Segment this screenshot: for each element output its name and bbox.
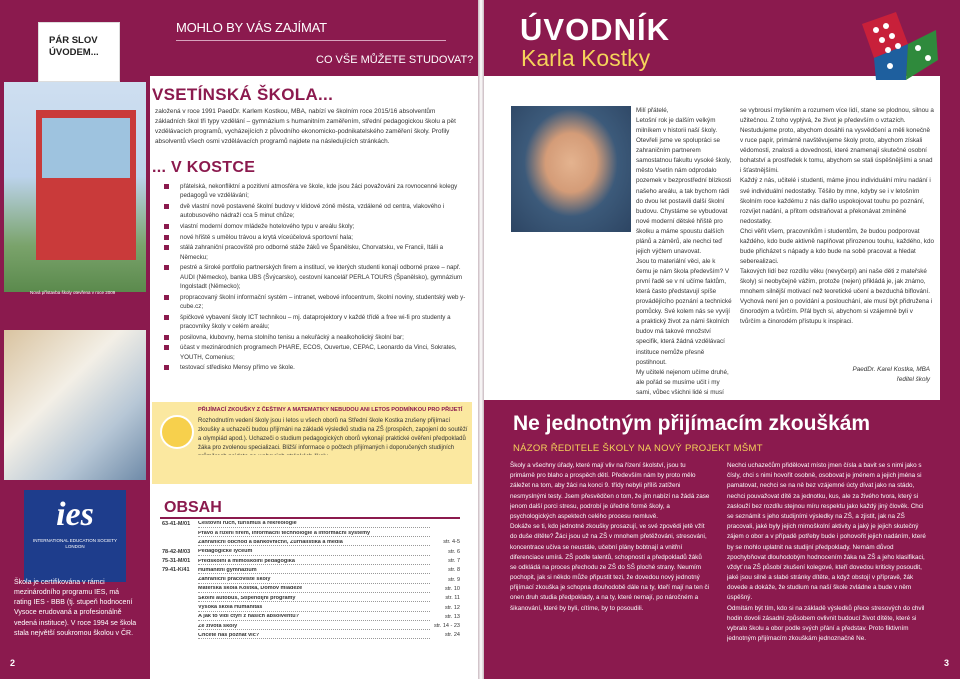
thumbs-up-icon xyxy=(160,415,194,449)
list-item: testovací středisko Mensy přímo ve škole. xyxy=(158,363,466,372)
list-item: pestré a široké portfolio partnerských firem a institucí, ve kterých studenti konají odborné praxe – např. AUDI (Německo), banka UBS (Švýcarsko), cestovní kancelář PERLA TOURS (Španělsko), gymnázium Ingolstadt (Německo); xyxy=(158,263,466,291)
director-portrait xyxy=(511,106,631,232)
opinion-headline: Ne jednotným přijímacím zkouškám xyxy=(513,412,871,435)
table-of-contents xyxy=(162,520,460,641)
admission-notice-text: Rozhodnutím vedení školy jsou i letos u všech oborů na Střední škole Kostka zrušeny přijímací zkoušky a uchazeči budou přijímáni na základě výsledků studia na ZŠ (prospěch, zapojení do soutěží a olympiád apod.). Uchazeči o studium pedagogických oborů vykonají praktické ověření předpokladů žáka pro zvolenou specializaci. Bližší informace o počtech přijímaných i doporučených studijních xyxy=(198,418,468,451)
contents-divider xyxy=(160,517,460,519)
school-heading: VSETÍNSKÁ ŠKOLA... xyxy=(152,85,334,104)
features-list xyxy=(158,182,466,374)
toc-row[interactable]: A jak to vidí čtyři z našich absolventů? str. 13 xyxy=(198,613,460,620)
opinion-column-2: Nechci uchazečům přidělovat místo jmen čísla a bavit se s nimi jako s čísly, chci s nimi hovořit osobně, osobovat je jménem a jejich jména si pamatovat, nechci se na ně bez vzájemné úcty dívat jako na stádo, nechci pouvažovat dítě za jednotku, kus, ale za živého tvora, který si zaslouží bez rozdílu stejnou míru respektu jako každý jiný člověk. Chci se seznámit s jeho studijními výsledky na ZŠ, a zjistit, jak na ZŠ pracovali, jaké byly jejich mimoškolní aktivity a jaký je jejich skutečný zájem o obor a v případě potřeby bude i pohovořit jejich nadáním, které by se mohlo uplatnit na studijní předpoklady. Nemám důvod zpochybňovat dlouhodobým hodnocením žáka na ZŠ a jeho klasifikaci, vždyť na ZŠ působí zkušení kolegové, kteří dovedou kriticky posoudit, jaké jsou silné a slabé stránky dítěte, a když obstojí v přípravě, žák dovede a dokáže, že studium na naší škole zvládne a bude v něm úspěšný. Odmítám být tím, kdo si na základě výsledků přece stresových do chvil hodin dovoli zásadní způsobem ovlivnit budoucí život dítěte, které si vybralo školu a obor podle svých přání a představ. Proto fiktivním jednotným přijímacím zkouškám jednoznačně Ne. xyxy=(727,462,926,643)
ies-logo xyxy=(24,490,126,582)
list-item: nové hřiště s umělou trávou a krytá víceúčelová sportovní hala; xyxy=(158,233,466,242)
list-item: dvě vlastní nově postavené školní budovy v klidové zóně města, vzdálené od centra, vlakového i autobusového nádraží cca 5 minut chůze; xyxy=(158,202,466,221)
toc-row[interactable]: 63-41-M/01 Cestovní ruch, turismus a rekreologie xyxy=(162,520,460,529)
toc-row[interactable]: 79-41-K/41 Humanitní gymnázium str. 8 xyxy=(162,567,460,574)
toc-row[interactable]: Ze života školy str. 14 - 23 xyxy=(198,623,460,630)
toc-row[interactable]: Vysoká škola Humanitas str. 12 xyxy=(198,604,460,611)
list-item: stálá zahraniční pracoviště pro odborné stáže žáků ve Španělsku, Chorvatsku, ve Francii, Itálii a Německu; xyxy=(158,243,466,262)
list-item: špičkové vybavení školy ICT technikou – mj. dataprojektory v každé třídě a free wi-fi pro studenty a pracovníky školy v celém areálu; xyxy=(158,313,466,332)
contents-heading: OBSAH xyxy=(164,499,222,516)
editorial-column-1: Milí přátelé, Letošní rok je dalším velkým milníkem v historii naší školy. Otevřeli jsme ve spolupráci se zahraničním partnerem samostatnou fakultu vysoké školy, město Vsetín nám odprodalo pozemek v bezprostřední blízkosti našeho areálu, a tak bychom rádi do dvou let postavili další školní budovu. Chystáme se vybudovat nové moderní dětské hřiště pro školku a máme spoustu dalších plánů a záměrů, ale nechci teď jejich výčtem unavovat. Jsou to materiální věci, ale k čemu je nám škola především? V první řadě se v ní učíme faktům, která často představují spíše provádějícího poznání a technické pomůcky. Své kolem nás se vyvíjí a praktický život za námi školních budov má takové množství specifik, která žádná vzdělávací instituce nemůže přesně postihnout. My učitelé nejenom učíme druhé, ale pořád se musíme učit i my sami, vůbec všichni lidé si musí xyxy=(636,107,732,396)
intro-badge: PÁR SLOV ÚVODEM... xyxy=(38,22,120,82)
list-item: vlastní moderní domov mládeže hotelového typu v areálu školy; xyxy=(158,222,466,231)
toc-row[interactable]: Zahraniční pracoviště školy str. 9 xyxy=(198,576,460,583)
editorial-column-2: se vybrousí myšlením a rozumem více lidí, stane se plodnou, silnou a užitečnou. Z toho vyplývá, že život je především o vztazích. Nestudujeme proto, abychom dosáhli na vysvědčení a měli konečně v ruce papír, primárně navštěvujeme školy proto, abychom získali vědomosti, znalosti a dovednosti, které znamenají skutečné osobní bohatství a prostředek k tomu, abychom se stali úspěšnějšími a snad i šťastnějšími. Každý z nás, učitelé i studenti, máme jinou individuální míru nadání i své individuální nedostatky. Těšilo by mne, kdyby se i v letošním školním roce každému z nás dařilo uspokojovat touhu po poznání, rozvíjet nadání, a přitom odstraňovat a překonávat zmíněné nedostatky. Chci věřit všem, pracovníkům i studentům, že budou podporovat každého, kdo bude aktivně naplňovat přirozenou touhu, každého, kdo bude přicházet s nápady a kdo bude na sobě pracovat a hledat seberealizaci. Takových lidí bez rozdílu věku (nevyčerpí) ani naše děti z mateřské školy) si neobyčejně vážím, protože (nejen) přikládá je, jak známo, mnohem silnější motivací než teoretické učení a bezduchá biflování. Vychová není jen o povídání a poslouchání, ale musí být přidružena i činorodým a tvůrčím. Přál bych si, abychom si vzájemně byli v tvůrčím a činorodém přístupu k inspiraci. xyxy=(740,107,934,326)
dice-logo-icon xyxy=(856,10,940,82)
in-brief-heading: ... V KOSTCE xyxy=(152,159,256,176)
school-building-photo xyxy=(4,82,146,292)
classroom-photo xyxy=(4,330,146,480)
page-number-left: 2 xyxy=(10,658,16,668)
header-divider xyxy=(176,40,446,41)
photo-caption: Nová přístavba školy otevřena v roce 2009 xyxy=(30,290,116,295)
editorial-subtitle: Karla Kostky xyxy=(521,45,651,71)
admission-notice-heading: PŘIJÍMACÍ ZKOUŠKY Z ČEŠTINY A MATEMATIKY NEBUDOU ANI LETOS PODMÍNKOU PRO PŘIJETÍ xyxy=(198,407,463,413)
toc-row[interactable]: Zahraniční obchod a bankovnictví, Žurnalistika a média str. 4-5 xyxy=(198,539,460,546)
opinion-column-1: Školy a všechny úřady, které mají vliv na řízení školství, jsou tu primárně pro blaho a prospěch dětí. Především nám by proto mělo záležet na tom, aby žáci na konci 9. třídy nebyli příliš zatíženi nesmyslnými testy. Jsem přesvědčen o tom, že jim nabízí na žádá zase jenom další porci stresu, podrobí je úředně formě školy, a psychologických aspektech celého procesu nemluvě. Dokáže se ti, kdo jednotné zkoušky prosazují, ve své zpovědi jetě vžít do duše dítěte? Žáci jsou už na ZŠ v mnohem přetěžováni, stresováni, koncentrace učiva se neustále, učební plány bobtnají a vnitřní diferenciace umírá. ZŠ podle talentů, schopností a předpokladů žáků se odkládá na proces přechodu ze ZŠ do SŠ ploché strany. Neumím pochopit, jak si někdo může připustit tezi, že dovedou nový jednotný přijímací zkouška je schopna dlouhodobě dále na ty, kteří mají na ten či onen druh studia předpoklady, a na ty, které nemají, po náročném a šikanování, které by byli, cítíme, by to posoudili. xyxy=(510,462,710,612)
certification-text: Škola je certifikována v rámci mezinárodního programu IES, má rating IES - BBB (tj. stupeň hodnocení Vysoce erudovaná a profesionálně vedená instituce). V roce 1994 se škola stala největší soukromou školou v ČR. xyxy=(14,579,137,637)
editorial-title: ÚVODNÍK xyxy=(520,12,670,47)
toc-row[interactable]: Školní autobus, Stipendijní programy str. 11 xyxy=(198,595,460,602)
list-item: přátelská, nekonfliktní a pozitivní atmosféra ve škole, kde jsou žáci považováni za rovnocenné kolegy pedagogů ve vzdělávání; xyxy=(158,182,466,201)
header-what-to-study: CO VŠE MŮŽETE STUDOVAT? xyxy=(316,54,474,66)
list-item: účast v mezinárodních programech PHARE, ECOS, Ouvertue, CEPAC, Leonardo da Vinci, Sokrates, YOUTH, Comenius; xyxy=(158,343,466,362)
toc-row[interactable]: Chcete nás poznat víc? str. 24 xyxy=(198,632,460,639)
list-item: propracovaný školní informační systém – intranet, webové infocentrum, školní noviny, studentský web y-cube.cz; xyxy=(158,293,466,312)
toc-row[interactable]: 75-31-M/01 Předškolní a mimoškolní pedagogika str. 7 xyxy=(162,558,460,565)
signature-role: ředitel školy xyxy=(896,376,930,383)
toc-row[interactable]: Právo a řízení firem, Informační technologie a informační systémy xyxy=(162,529,460,538)
ies-logo-mark: ies xyxy=(56,496,94,533)
school-intro-text: založená v roce 1991 PaedDr. Karlem Kostkou, MBA, nabízí ve školním roce 2015/16 absolventům základních škol tři typy vzdělání – gymnázium s humanitním zaměřením, střední pedagogickou školu a pět vzdělávacích programů, vycházejících z původního ekonomicko-podnikatelského zaměření školy. Profily absolventů všech osmi vzdělávacích programů najdete na následujících stránkách. xyxy=(155,108,456,145)
toc-row[interactable]: Mateřská škola Kostka, Domov mládeže str. 10 xyxy=(198,585,460,592)
page-number-right: 3 xyxy=(944,658,950,668)
list-item: posilovna, klubovny, herna stolního tenisu a nekuřácký a nealkoholický školní bar; xyxy=(158,333,466,342)
opinion-subheading: NÁZOR ŘEDITELE ŠKOLY NA NOVÝ PROJEKT MŠMT xyxy=(513,443,763,454)
header-maybe-interesting: MOHLO BY VÁS ZAJÍMAT xyxy=(176,20,327,35)
ies-logo-subtext: INTERNATIONAL EDUCATION SOCIETY LONDON xyxy=(33,538,117,549)
signature-name: PaedDr. Karel Kostka, MBA xyxy=(852,366,930,373)
toc-row[interactable]: 78-42-M/03 Pedagogické lyceum str. 6 xyxy=(162,548,460,555)
building-glass xyxy=(42,118,130,178)
